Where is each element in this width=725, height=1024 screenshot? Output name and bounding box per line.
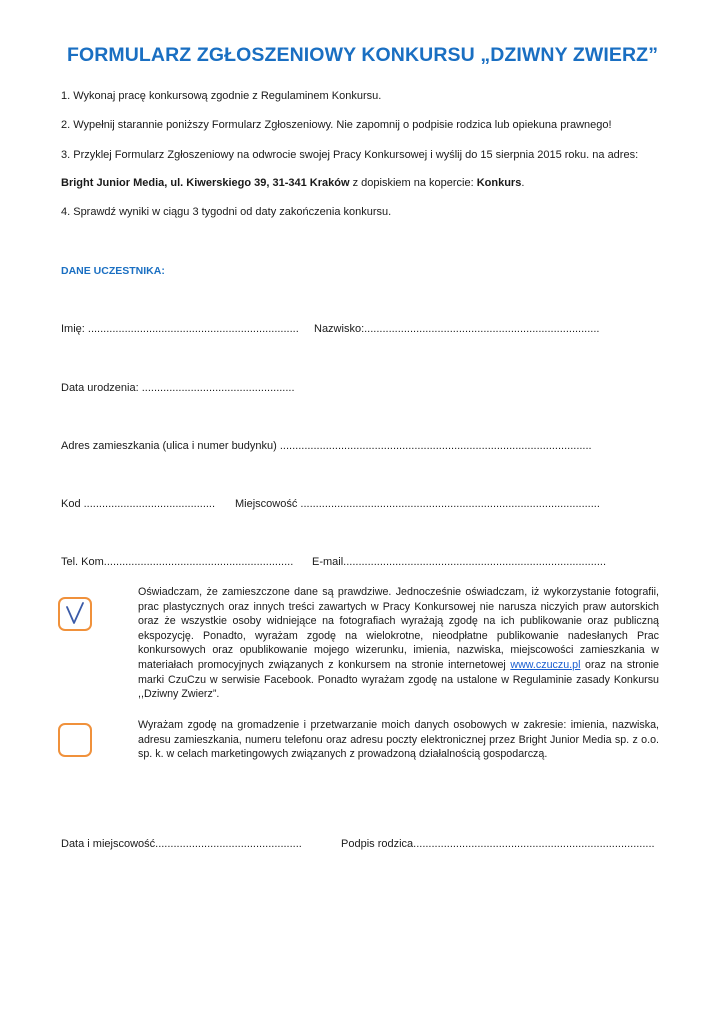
postal-code-field[interactable]: Kod ........................................... (61, 498, 216, 510)
address-field[interactable]: Adres zamieszkania (ulica i numer budynku) ...................................................................................................... (61, 440, 592, 452)
city-field[interactable]: Miejscowość .................................................................................................. (235, 498, 600, 510)
address-company: Bright Junior Media, ul. Kiwerskiego 39, 31-341 Kraków (61, 177, 350, 189)
consent-2-text: Wyrażam zgodę na gromadzenie i przetwarzanie moich danych osobowych w zakresie: imienia, nazwiska, adresu zamieszkania, numeru telefonu oraz adresu poczty elektronicznej przez Bright Junior Media sp. z o.o. sp. k. w celach marketingowych związanych z prowadzoną działalnością gospodarczą. (138, 719, 659, 761)
address-note: z dopiskiem na kopercie: (349, 177, 477, 189)
address-keyword: Konkurs (476, 177, 522, 189)
instruction-step-2: 2. Wypełnij starannie poniższy Formularz Zgłoszeniowy. Nie zapomnij o podpisie rodzica lub opiekuna prawnego! (61, 119, 612, 131)
mailing-address (61, 177, 524, 189)
consent-2-checkbox[interactable] (58, 723, 92, 757)
participant-section-heading: DANE UCZESTNIKA: (61, 265, 165, 277)
instruction-step-1: 1. Wykonaj pracę konkursową zgodnie z Regulaminem Konkursu. (61, 90, 382, 102)
consent-1-text-main: Oświadczam, że zamieszczone dane są prawdziwe. Jednocześnie oświadczam, iż wykorzystanie fotografii, prac plastycznych oraz innych treści zawartych w Pracy Konkursowej nie narusza niczyich praw autorskich oraz że wszystkie osoby widniejące na fotografiach wyrażają zgodę na ich publikowanie oraz publiczną ekspozycję. Ponadto, wyrażam zgodę na wielokrotne, nieodpłatne publikowanie nadesłanych Prac konkursowych oraz opublikowanie mojego wizerunku, imienia, nazwiska, miejscowości zamieszkania w materiałach promocyjnych związanych z konkursem na stronie internetowej (138, 586, 659, 671)
parent-signature-field[interactable]: Podpis rodzica............................................................................... (341, 838, 655, 850)
birth-date-field[interactable]: Data urodzenia: .................................................. (61, 382, 295, 394)
instruction-step-3: 3. Przyklej Formularz Zgłoszeniowy na odwrocie swojej Pracy Konkursowej i wyślij do 15 sierpnia 2015 roku. na adres: (61, 149, 639, 161)
checkmark-icon (60, 599, 90, 629)
address-end: . (521, 177, 525, 189)
email-field[interactable]: E-mail...................................................................................... (312, 556, 606, 568)
consent-1-text (138, 585, 659, 702)
first-name-field[interactable]: Imię: ..................................................................... (61, 323, 299, 335)
phone-field[interactable]: Tel. Kom.............................................................. (61, 556, 294, 568)
date-place-field[interactable]: Data i miejscowość................................................ (61, 838, 302, 850)
last-name-field[interactable]: Nazwisko:............................................................................. (314, 323, 600, 335)
consent-1-text-end: oraz na stronie marki CzuCzu w serwisie Facebook. Ponadto wyrażam zgodę na ustalone w Regulaminie zasady Konkursu ,,Dziwny Zwierz”. (138, 658, 659, 701)
instruction-step-4: 4. Sprawdź wyniki w ciągu 3 tygodni od daty zakończenia konkursu. (61, 206, 392, 218)
form-title: FORMULARZ ZGŁOSZENIOWY KONKURSU „DZIWNY ZWIERZ” (66, 44, 659, 66)
czuczu-website-link[interactable]: www.czuczu.pl (510, 658, 581, 671)
consent-1-checkbox[interactable] (58, 597, 92, 631)
